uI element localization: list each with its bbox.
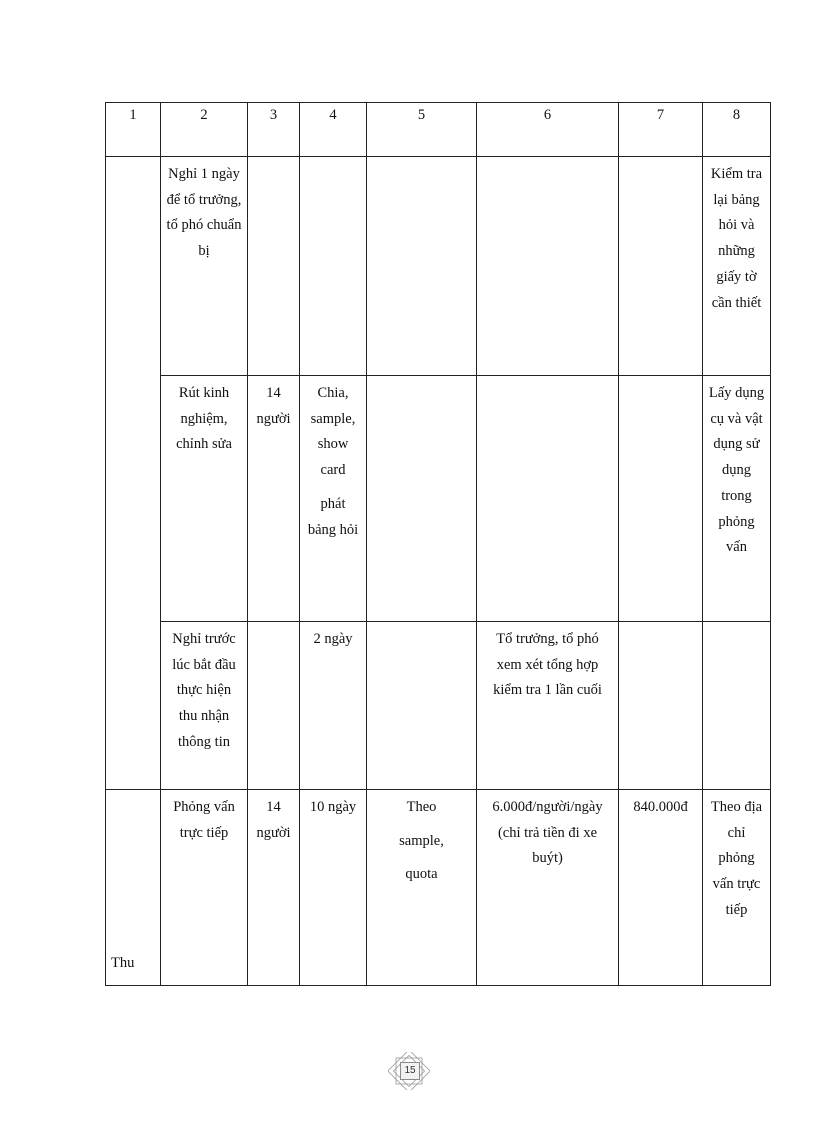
method-cell (367, 790, 477, 986)
time-cell (300, 376, 367, 622)
phase-cell: Thu (106, 790, 161, 986)
header-cell: 1 (106, 103, 161, 157)
method-cell (367, 622, 477, 790)
method-text: sample, (399, 832, 444, 849)
method-cell (367, 157, 477, 376)
method-text: Theo (406, 799, 437, 815)
cost-cell: Tổ trưởng, tổ phó xem xét tổng hợp kiểm tra 1 lần cuối (477, 622, 619, 790)
people-cell (248, 622, 300, 790)
header-cell: 8 (703, 103, 771, 157)
method-cell (367, 376, 477, 622)
activity-cell: Nghỉ 1 ngày để tổ trưởng, tổ phó chuẩn bị (161, 157, 248, 376)
method-text: quota (405, 866, 438, 883)
phase-cell-merged (106, 157, 161, 790)
cost-cell (477, 157, 619, 376)
people-cell (248, 157, 300, 376)
people-cell: 14 người (248, 790, 300, 986)
time-cell (300, 157, 367, 376)
table-row (106, 790, 771, 986)
table-row (106, 622, 771, 790)
note-cell: Kiểm tra lại bảng hỏi và những giấy tờ cần thiết (703, 157, 771, 376)
cost-cell (477, 376, 619, 622)
header-cell: 7 (619, 103, 703, 157)
note-cell: Lấy dụng cụ và vật dụng sử dụng trong phỏng vấn (703, 376, 771, 622)
total-cell (619, 376, 703, 622)
table-row (106, 376, 771, 622)
header-cell: 3 (248, 103, 300, 157)
header-row (106, 103, 771, 157)
schedule-table (105, 102, 771, 986)
activity-cell: Nghỉ trước lúc bắt đầu thực hiện thu nhận thông tin (161, 622, 248, 790)
total-cell (619, 622, 703, 790)
table-row (106, 157, 771, 376)
header-cell: 5 (367, 103, 477, 157)
activity-cell: Rút kinh nghiệm, chỉnh sửa (161, 376, 248, 622)
activity-cell: Phỏng vấn trực tiếp (161, 790, 248, 986)
time-cell: 2 ngày (300, 622, 367, 790)
header-cell: 6 (477, 103, 619, 157)
page-number: 15 (400, 1062, 420, 1080)
header-cell: 4 (300, 103, 367, 157)
time-cell: 10 ngày (300, 790, 367, 986)
page-number-badge (388, 1052, 430, 1090)
time-text: phát bảng hỏi (307, 495, 359, 538)
total-cell (619, 157, 703, 376)
header-cell: 2 (161, 103, 248, 157)
total-cell: 840.000đ (619, 790, 703, 986)
cost-cell: 6.000đ/người/ngày (chỉ trả tiền đi xe buýt) (477, 790, 619, 986)
note-cell: Theo địa chỉ phỏng vấn trực tiếp (703, 790, 771, 986)
time-text: Chia, sample, show card (310, 385, 356, 479)
people-cell: 14 người (248, 376, 300, 622)
note-cell (703, 622, 771, 790)
